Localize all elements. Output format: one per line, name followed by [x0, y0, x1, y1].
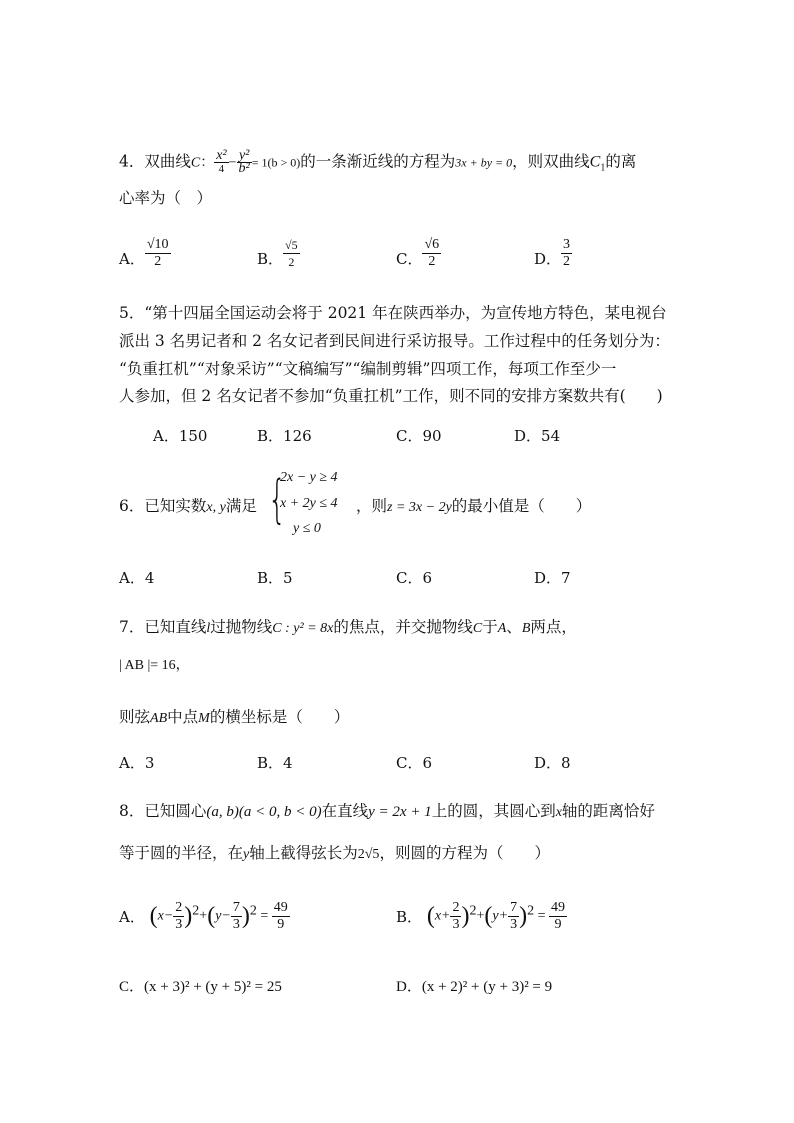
option-label: B．	[257, 250, 284, 268]
q7-option-a[interactable]: A．3	[119, 754, 155, 772]
q8-option-b[interactable]	[396, 900, 567, 933]
q7-tail: 两点，	[530, 618, 577, 636]
q8-x: x	[555, 805, 562, 820]
q6-ineq-2: x + 2y ≤ 4	[280, 496, 338, 511]
square-sup: 2	[469, 903, 477, 919]
option-den: 2	[428, 253, 436, 269]
q4-option-a[interactable]	[119, 236, 171, 270]
q5-line2: 派出 3 名男记者和 2 名女记者到民间进行采访报导。工作过程中的任务划分为：	[119, 332, 670, 350]
q7-m: M	[198, 711, 210, 726]
option-den: 3	[232, 917, 240, 932]
q7-mid3: 于	[482, 618, 498, 636]
option-term: y−	[215, 908, 231, 924]
option-num: 49	[550, 900, 565, 915]
q8-mid2: 上的圆，其圆心到	[431, 802, 556, 820]
q7-number: 7．已知直线	[119, 618, 207, 636]
paren: (	[149, 903, 158, 929]
option-term: x+	[434, 908, 451, 924]
option-num: 7	[232, 900, 240, 915]
q8-line2	[119, 843, 550, 865]
q6-options	[119, 567, 679, 611]
q5-line1: 5．“第十四届全国运动会将于 2021 年在陕西举办，为宣传地方特色，某电视台	[119, 304, 667, 322]
option-fraction	[450, 900, 461, 933]
q6-comma: ，则	[356, 497, 388, 515]
option-label: C．	[396, 250, 423, 268]
paren: )	[461, 903, 470, 929]
plus: +	[476, 908, 485, 924]
q5-option-c[interactable]: C．90	[396, 427, 442, 445]
q6-tail: 的最小值是（ ）	[451, 497, 592, 515]
q6-number: 6．已知实数	[119, 497, 207, 515]
q4-options	[119, 238, 679, 282]
q8-y: y	[243, 847, 250, 862]
q4-colon: ：	[200, 155, 215, 171]
option-den: 9	[277, 917, 285, 932]
option-num: √6	[424, 236, 440, 252]
q5-option-a[interactable]: A．150	[153, 427, 208, 445]
q5-option-b[interactable]: B．126	[257, 427, 312, 445]
q6-vars: x, y	[206, 500, 226, 515]
option-num: 3	[563, 236, 571, 252]
q4-curve-name: C	[190, 155, 201, 171]
option-num: 7	[510, 900, 518, 915]
q7-line2: | AB |= 16，	[119, 658, 190, 673]
q4-option-c[interactable]	[396, 236, 441, 270]
q7-a: A	[497, 621, 507, 636]
option-fraction	[231, 900, 242, 933]
q6-expression: z = 3x − 2y	[387, 500, 452, 515]
q8-line1	[119, 801, 655, 823]
q7-c: C	[472, 621, 483, 636]
q7-option-d[interactable]: D．8	[534, 754, 571, 772]
q4-number: 4．双曲线	[119, 152, 191, 171]
option-fraction	[272, 900, 290, 933]
q8-center: (a, b)(a < 0, b < 0)	[206, 804, 322, 820]
q4-frac-y	[237, 150, 252, 175]
paren: )	[184, 903, 193, 929]
paren: )	[519, 903, 528, 929]
q4-b2: b²	[238, 161, 250, 176]
q7-parabola: C : y² = 8x	[272, 621, 334, 636]
q4-x2: x²	[216, 148, 227, 163]
option-den: 2	[154, 253, 162, 269]
q6-option-d[interactable]: D．7	[534, 569, 571, 587]
q4-line1	[119, 150, 636, 179]
q7-sep: 、	[506, 618, 522, 636]
q5-line3: “负重扛机”“对象采访”“文稿编写”“编制剪辑”四项工作，每项工作至少一	[119, 360, 617, 378]
q4-c1: C	[589, 153, 601, 171]
q6-line1-tail	[356, 496, 591, 518]
equals: =	[256, 908, 272, 924]
option-label: D．	[534, 250, 562, 268]
option-term: y+	[492, 908, 509, 924]
q8-option-d[interactable]: D．(x + 2)² + (y + 3)² = 9	[396, 979, 553, 995]
option-den: 9	[554, 917, 562, 932]
q6-brace: {	[268, 470, 287, 530]
q4-c1-sub: 1	[600, 162, 606, 174]
q7-line3a: 则弦	[119, 708, 151, 726]
q7-line-l: l	[206, 621, 211, 636]
q5-option-d[interactable]: D．54	[514, 427, 561, 445]
q8-line2c: ，则圆的方程为（ ）	[379, 844, 550, 862]
q8-option-c[interactable]: C．(x + 3)² + (y + 5)² = 25	[119, 979, 282, 995]
q4-minus: −	[228, 155, 237, 171]
q7-option-c[interactable]: C．6	[396, 754, 433, 772]
q4-rest-text: ，则双曲线	[512, 152, 590, 171]
q4-eq: = 1(b > 0)	[251, 155, 301, 170]
square-sup: 2	[527, 903, 535, 919]
q5-options	[119, 425, 679, 469]
q7-mid1: 过抛物线	[210, 618, 273, 636]
q4-asymptote: 3x + by = 0	[455, 155, 513, 170]
paren: (	[207, 903, 216, 929]
option-den: 2	[288, 254, 295, 269]
q8-number: 8．已知圆心	[119, 802, 207, 820]
q7-line3b: 中点	[167, 708, 199, 726]
q4-four: 4	[218, 163, 225, 175]
q7-ab: AB	[150, 711, 168, 726]
q6-option-c[interactable]: C．6	[396, 569, 433, 587]
q7-line1	[119, 617, 577, 639]
option-fraction	[422, 237, 441, 270]
q8-chord: 2√5	[357, 847, 380, 862]
q4-option-d[interactable]	[534, 236, 572, 270]
option-num: √10	[146, 236, 169, 252]
option-den: 3	[175, 917, 183, 932]
q7-option-b[interactable]: B．4	[257, 754, 293, 772]
q4-y2: y²	[237, 150, 252, 163]
option-label: A．	[119, 250, 145, 268]
q6-ineq-1: 2x − y ≥ 4	[280, 470, 338, 485]
equals: =	[534, 908, 549, 924]
option-den: 2	[563, 253, 571, 269]
option-num: 2	[452, 900, 460, 915]
q4-frac-x	[214, 150, 228, 175]
option-num: 49	[273, 900, 288, 915]
option-fraction	[561, 237, 572, 270]
q6-option-a[interactable]: A．4	[119, 569, 155, 587]
option-label: B．	[396, 908, 423, 926]
paren: (	[426, 903, 435, 929]
q8-line-eq: y = 2x + 1	[368, 804, 432, 820]
option-num: 2	[175, 900, 183, 915]
q8-tail1: 轴的距离恰好	[561, 802, 655, 820]
option-fraction	[549, 900, 567, 933]
q8-line2a: 等于圆的半径，在	[119, 844, 244, 862]
option-fraction	[283, 237, 300, 270]
q5-line4: 人参加，但 2 名女记者不参加“负重扛机”工作，则不同的安排方案数共有( )	[119, 387, 663, 405]
q6-line1	[119, 496, 257, 518]
q7-line3	[119, 707, 349, 729]
q8-option-a[interactable]	[119, 900, 290, 933]
paren: (	[484, 903, 493, 929]
q4-option-b[interactable]	[257, 237, 300, 270]
q8-line2b: 轴上截得弦长为	[249, 844, 358, 862]
q7-mid2: 的焦点，并交抛物线	[333, 618, 473, 636]
q4-tail: 的离	[605, 152, 637, 171]
q7-options	[119, 752, 679, 796]
option-fraction	[508, 900, 519, 933]
q6-ineq-3: y ≤ 0	[293, 521, 321, 536]
q6-mid: 满足	[225, 497, 257, 515]
option-den: 3	[452, 917, 460, 932]
q7-line3c: 的横坐标是（ ）	[209, 708, 350, 726]
square-sup: 2	[192, 903, 200, 919]
q4-mid-text: 的一条渐近线的方程为	[300, 152, 456, 171]
option-term: x−	[157, 908, 174, 924]
plus: +	[199, 908, 208, 924]
q4-line2: 心率为（ ）	[119, 189, 213, 207]
paren: )	[241, 903, 250, 929]
q6-option-b[interactable]: B．5	[257, 569, 293, 587]
option-num: √5	[285, 237, 298, 252]
option-den: 3	[510, 917, 518, 932]
q7-b: B	[521, 621, 531, 636]
option-label: A．	[119, 908, 145, 926]
option-fraction	[173, 900, 184, 933]
option-fraction	[145, 237, 171, 270]
square-sup: 2	[249, 903, 257, 919]
q8-mid1: 在直线	[321, 802, 369, 820]
